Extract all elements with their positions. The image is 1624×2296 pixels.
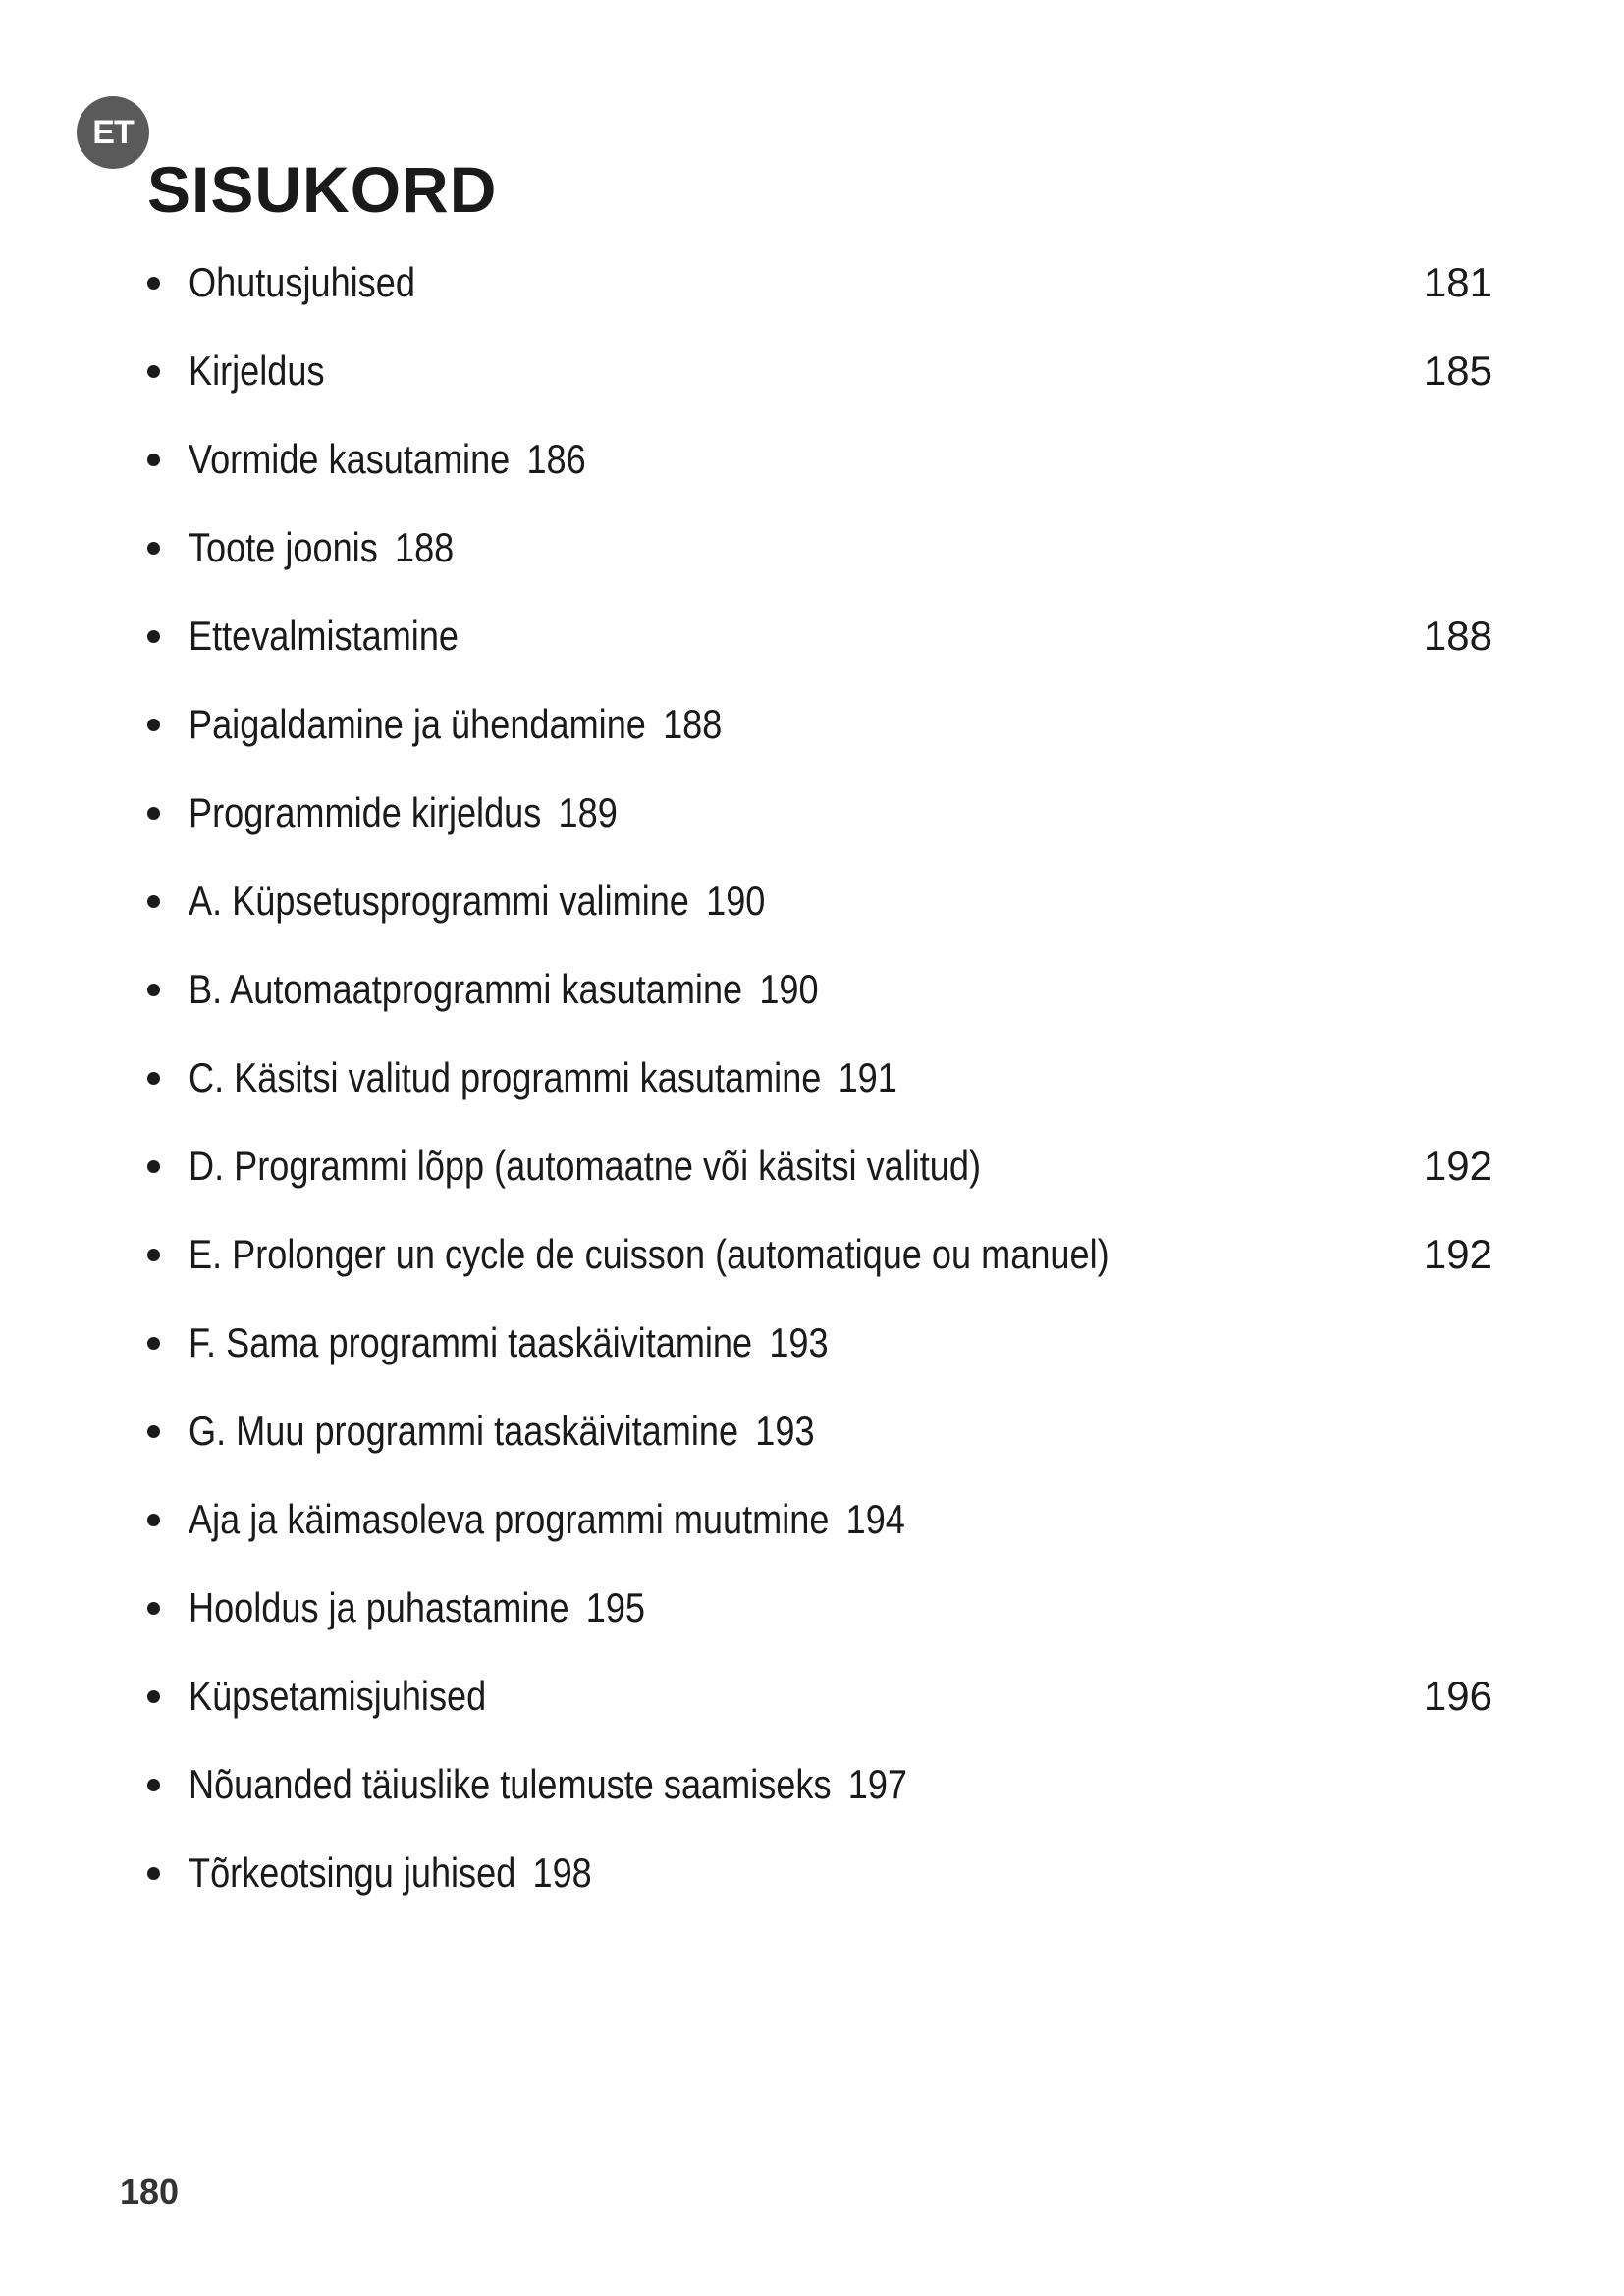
bullet-icon [147, 1072, 160, 1085]
toc-entry-page: 192 [1423, 1231, 1492, 1277]
toc-entry[interactable] [147, 1313, 1492, 1402]
toc-entry-page: 181 [1423, 259, 1492, 305]
toc-entry-page: 196 [1423, 1673, 1492, 1719]
toc-entry-title: Ohutusjuhised [189, 259, 415, 305]
bullet-icon [147, 1690, 160, 1703]
toc-entry[interactable] [147, 1402, 1492, 1490]
toc-entry-page: 185 [1423, 347, 1492, 394]
bullet-icon [147, 542, 160, 555]
toc-entry-page: 190 [759, 966, 819, 1012]
bullet-icon [147, 365, 160, 378]
bullet-icon [147, 895, 160, 908]
toc-entry-title: Hooldus ja puhastamine 195 [189, 1584, 646, 1630]
toc-entry-title: E. Prolonger un cycle de cuisson (automatique ou manuel) [189, 1231, 1110, 1277]
toc-entry[interactable] [147, 1755, 1492, 1843]
toc-entry[interactable] [147, 1137, 1492, 1225]
table-of-contents [147, 253, 1492, 1932]
toc-entry-page: 194 [845, 1496, 905, 1542]
bullet-icon [147, 630, 160, 643]
toc-entry[interactable] [147, 607, 1492, 695]
toc-entry[interactable] [147, 960, 1492, 1048]
toc-entry[interactable] [147, 1490, 1492, 1578]
toc-entry-title: G. Muu programmi taaskäivitamine 193 [189, 1408, 815, 1454]
toc-entry-page: 191 [838, 1054, 897, 1100]
toc-entry-title: F. Sama programmi taaskäivitamine 193 [189, 1319, 829, 1365]
toc-entry[interactable] [147, 695, 1492, 783]
bullet-icon [147, 1514, 160, 1526]
toc-entry-page: 193 [755, 1408, 815, 1454]
toc-entry-title: Toote joonis 188 [189, 524, 455, 570]
toc-entry-title: Ettevalmistamine [189, 613, 460, 659]
toc-entry[interactable] [147, 1843, 1492, 1932]
bullet-icon [147, 1425, 160, 1438]
toc-entry-title: C. Käsitsi valitud programmi kasutamine 191 [189, 1054, 897, 1100]
toc-entry[interactable] [147, 430, 1492, 518]
bullet-icon [147, 719, 160, 731]
page-number: 180 [120, 2171, 180, 2212]
toc-entry-title: Paigaldamine ja ühendamine 188 [189, 701, 723, 747]
bullet-icon [147, 1602, 160, 1615]
toc-entry-page: 198 [532, 1849, 592, 1896]
toc-entry-title: A. Küpsetusprogrammi valimine 190 [189, 878, 766, 924]
bullet-icon [147, 984, 160, 996]
toc-entry[interactable] [147, 253, 1492, 342]
toc-entry-title: Aja ja käimasoleva programmi muutmine 194 [189, 1496, 905, 1542]
toc-entry-title: Nõuanded täiuslike tulemuste saamiseks 197 [189, 1761, 907, 1807]
toc-entry-page: 188 [394, 524, 455, 570]
toc-entry-title: Programmide kirjeldus 189 [189, 789, 618, 835]
toc-entry[interactable] [147, 1048, 1492, 1137]
bullet-icon [147, 1867, 160, 1880]
toc-entry-page: 195 [585, 1584, 646, 1630]
toc-entry-page: 197 [847, 1761, 907, 1807]
page-title: SISUKORD [147, 153, 498, 226]
toc-entry-title: B. Automaatprogrammi kasutamine 190 [189, 966, 819, 1012]
bullet-icon [147, 1249, 160, 1261]
toc-entry[interactable] [147, 1578, 1492, 1667]
toc-entry-page: 193 [769, 1319, 829, 1365]
bullet-icon [147, 807, 160, 820]
toc-entry-title: Küpsetamisjuhised [189, 1673, 487, 1719]
toc-entry-page: 190 [706, 878, 766, 924]
toc-entry-page: 192 [1423, 1143, 1492, 1189]
toc-entry[interactable] [147, 1225, 1492, 1313]
toc-entry-page: 188 [663, 701, 723, 747]
toc-entry-title: Kirjeldus [189, 347, 325, 394]
bullet-icon [147, 1337, 160, 1350]
bullet-icon [147, 1779, 160, 1791]
toc-entry[interactable] [147, 783, 1492, 872]
toc-entry-title: Vormide kasutamine 186 [189, 436, 586, 482]
toc-entry[interactable] [147, 1667, 1492, 1755]
bullet-icon [147, 1160, 160, 1173]
toc-entry-title: D. Programmi lõpp (automaatne või käsitsi valitud) [189, 1143, 982, 1189]
toc-entry[interactable] [147, 872, 1492, 960]
toc-entry[interactable] [147, 342, 1492, 430]
toc-entry-page: 188 [1423, 613, 1492, 659]
bullet-icon [147, 277, 160, 290]
toc-entry-page: 186 [526, 436, 586, 482]
toc-entry-page: 189 [558, 789, 618, 835]
toc-entry-title: Tõrkeotsingu juhised 198 [189, 1849, 592, 1896]
toc-entry[interactable] [147, 518, 1492, 607]
language-badge: ET [77, 96, 149, 169]
bullet-icon [147, 454, 160, 466]
